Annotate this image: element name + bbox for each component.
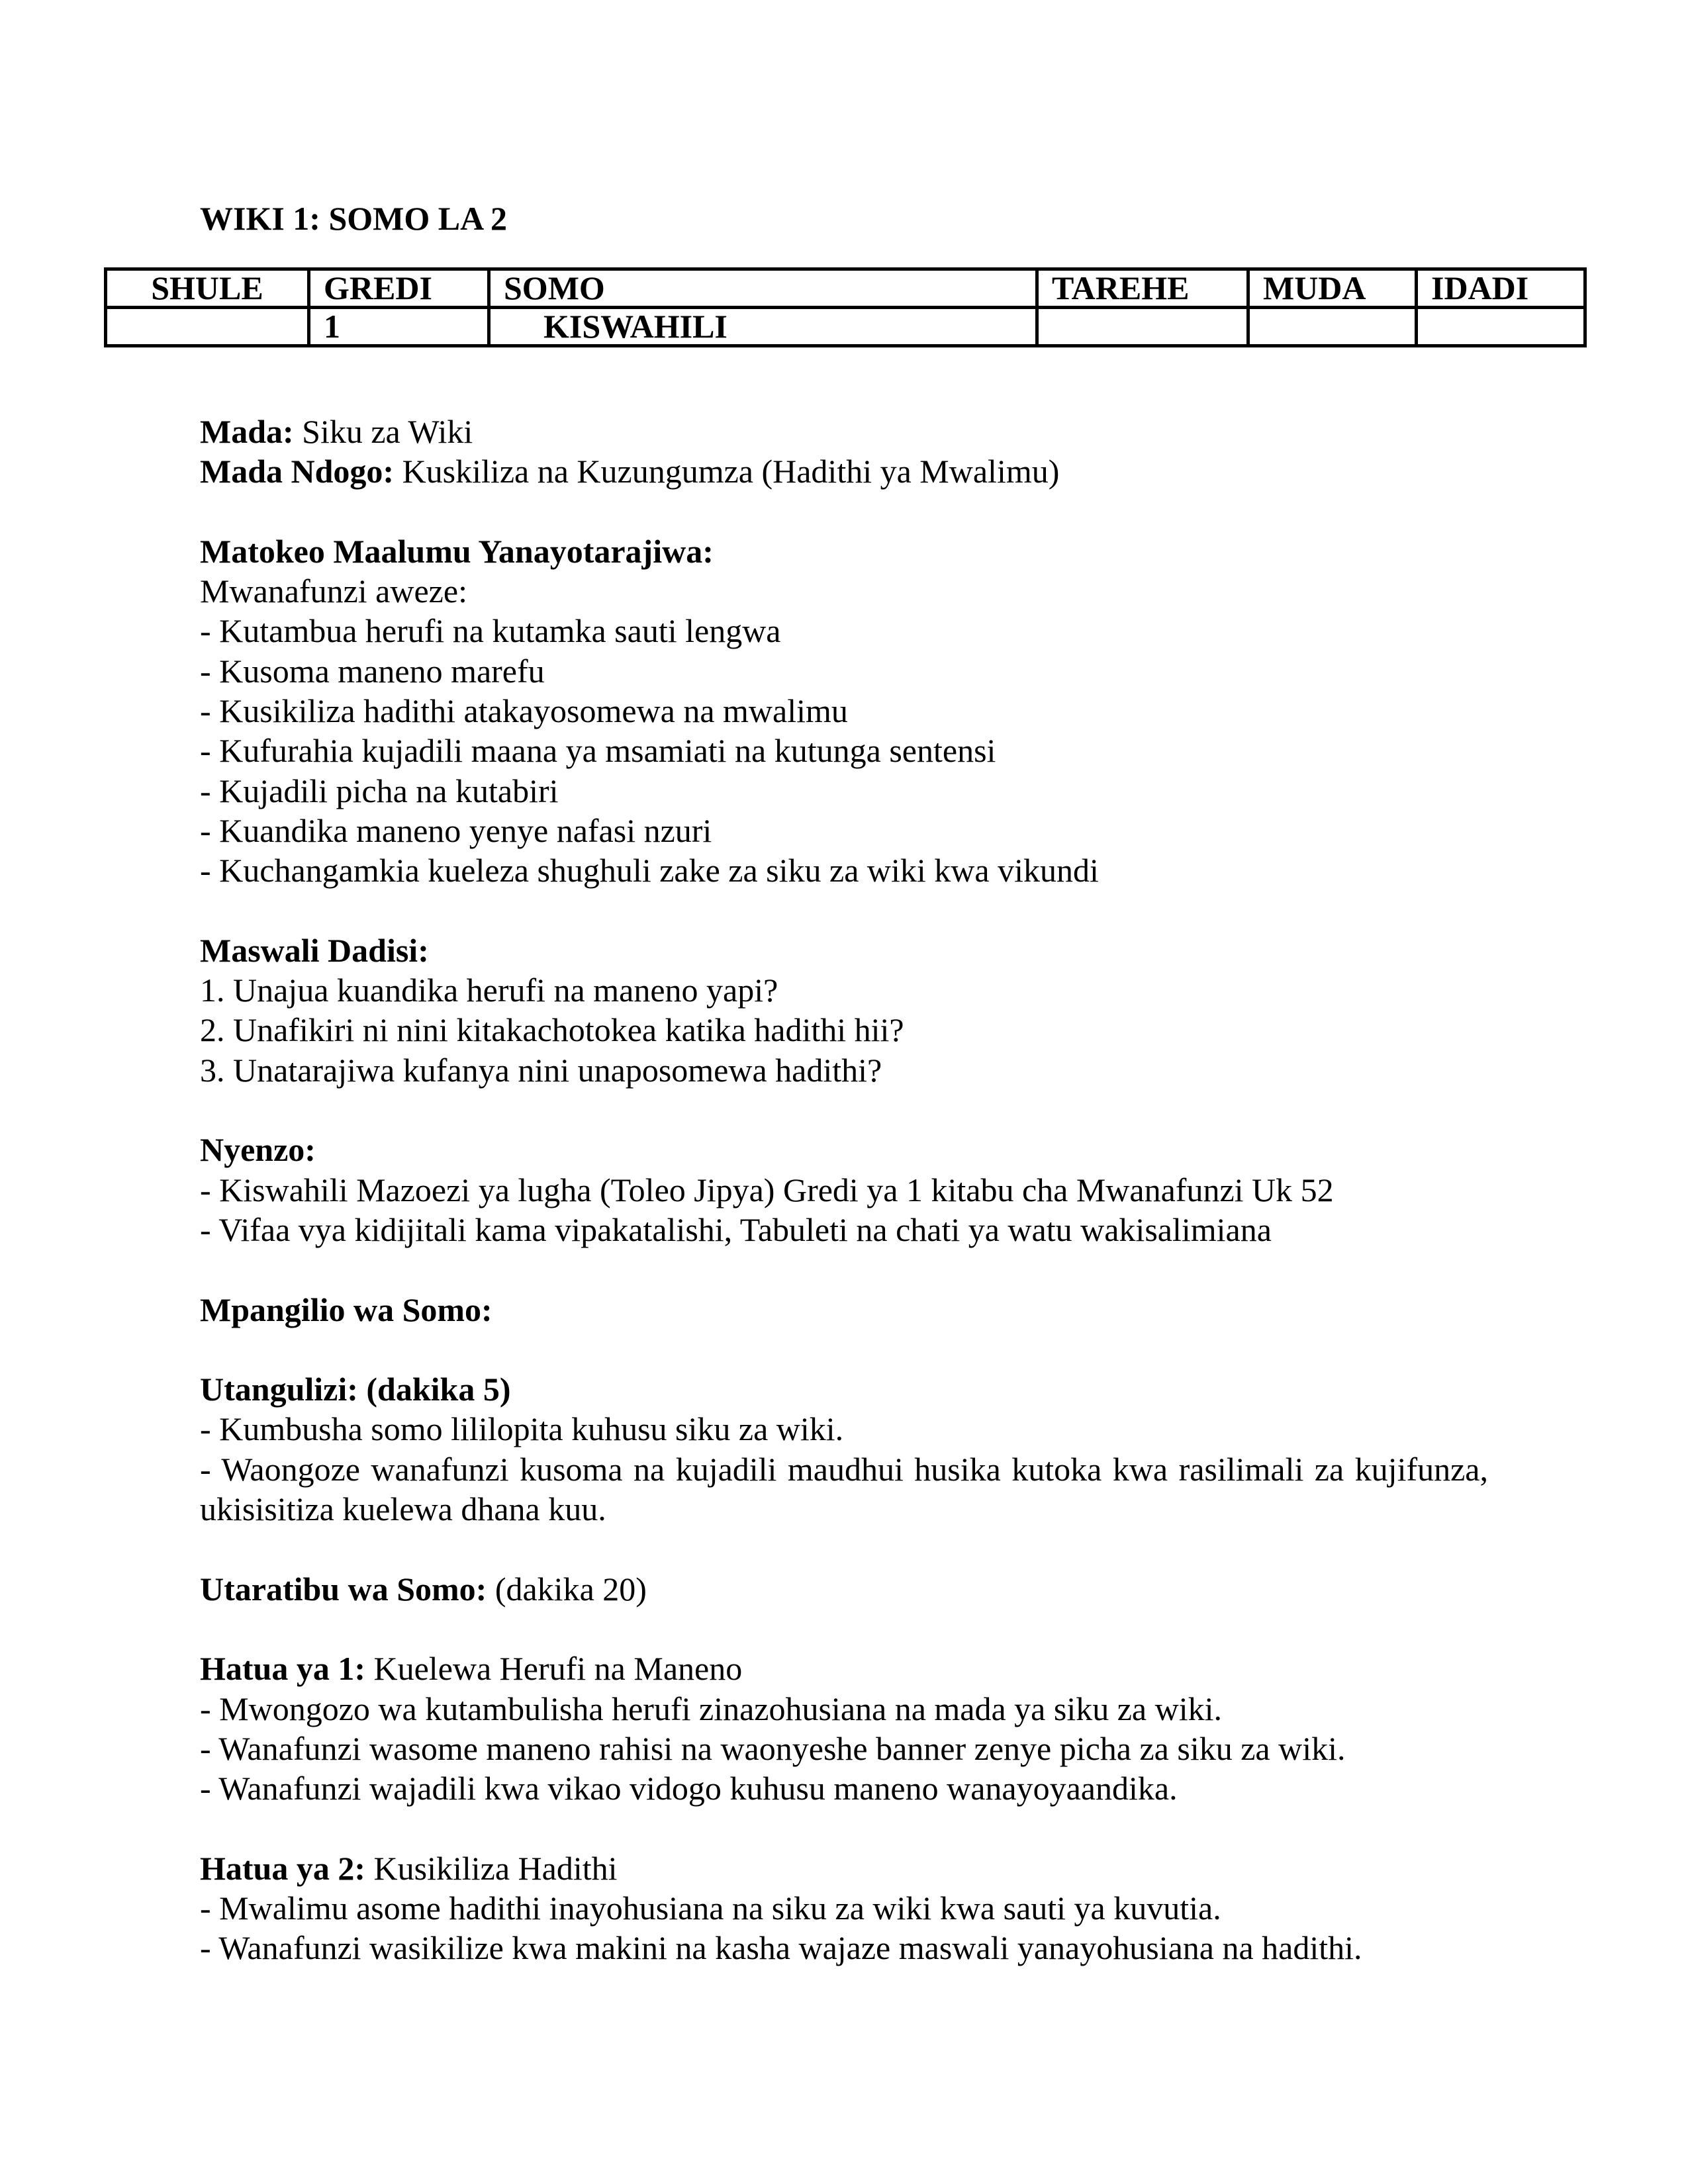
spacer (200, 1808, 1488, 1848)
matokeo-heading-text: Matokeo Maalumu Yanayotarajiwa: (200, 532, 714, 570)
maswali-heading-text: Maswali Dadisi: (200, 931, 429, 969)
header-idadi: IDADI (1417, 269, 1585, 308)
spacer (200, 1609, 1488, 1649)
hatua-2-line (200, 1848, 1488, 1888)
header-tarehe: TAREHE (1037, 269, 1248, 308)
cell-somo: KISWAHILI (489, 308, 1037, 346)
mpangilio-heading (200, 1290, 1488, 1330)
hatua-1-value: Kuelewa Herufi na Maneno (365, 1650, 743, 1688)
utaratibu-label: Utaratibu wa Somo: (200, 1570, 487, 1608)
nyenzo-heading (200, 1130, 1488, 1169)
spacer (200, 1250, 1488, 1289)
utaratibu-line (200, 1569, 1488, 1609)
page-title: WIKI 1: SOMO LA 2 (200, 200, 507, 237)
matokeo-intro: Mwanafunzi aweze: (200, 572, 467, 610)
cell-tarehe (1037, 308, 1248, 346)
header-gredi: GREDI (309, 269, 489, 308)
matokeo-heading (200, 531, 1488, 571)
spacer (200, 1529, 1488, 1569)
question-item: 2. Unafikiri ni nini kitakachotokea katika hadithi hii? (200, 1011, 904, 1049)
mada-label: Mada: (200, 413, 294, 450)
cell-muda (1248, 308, 1417, 346)
list-item: - Kujadili picha na kutabiri (200, 772, 559, 809)
list-item: - Kiswahili Mazoezi ya lugha (Toleo Jipya) Gredi ya 1 kitabu cha Mwanafunzi Uk 52 (200, 1171, 1334, 1208)
mada-ndogo-label: Mada Ndogo: (200, 453, 395, 490)
spacer (200, 1330, 1488, 1369)
mada-ndogo-value: Kuskiliza na Kuzungumza (Hadithi ya Mwalimu) (394, 453, 1060, 490)
document-body (200, 412, 1488, 1968)
utangulizi-heading-text: Utangulizi: (dakika 5) (200, 1371, 511, 1408)
lesson-info-table (104, 267, 1587, 347)
nyenzo-heading-text: Nyenzo: (200, 1131, 316, 1169)
utaratibu-value: (dakika 20) (487, 1570, 647, 1608)
utangulizi-heading (200, 1369, 1488, 1409)
question-item: 1. Unajua kuandika herufi na maneno yapi? (200, 972, 778, 1009)
list-item: - Kumbusha somo lililopita kuhusu siku za wiki. (200, 1410, 844, 1448)
question-item: 3. Unatarajiwa kufanya nini unaposomewa hadithi? (200, 1051, 882, 1089)
list-item: - Kusoma maneno marefu (200, 652, 545, 690)
spacer (200, 492, 1488, 531)
hatua-1-line (200, 1649, 1488, 1688)
list-item: - Mwalimu asome hadithi inayohusiana na siku za wiki kwa sauti ya kuvutia. (200, 1889, 1221, 1927)
list-item: - Vifaa vya kidijitali kama vipakatalishi, Tabuleti na chati ya watu wakisalimiana (200, 1210, 1272, 1248)
list-item: - Wanafunzi wasikilize kwa makini na kasha wajaze maswali yanayohusiana na hadithi. (200, 1929, 1362, 1967)
list-item: - Kuandika maneno yenye nafasi nzuri (200, 811, 712, 849)
header-somo: SOMO (489, 269, 1037, 308)
maswali-heading (200, 931, 1488, 970)
mada-ndogo-line (200, 451, 1488, 491)
list-item: - Kusikiliza hadithi atakayosomewa na mwalimu (200, 692, 848, 730)
mada-value: Siku za Wiki (293, 413, 473, 450)
list-item: - Mwongozo wa kutambulisha herufi zinazohusiana na mada ya siku za wiki. (200, 1690, 1222, 1727)
cell-idadi (1417, 308, 1585, 346)
list-item: - Kutambua herufi na kutamka sauti lengwa (200, 612, 781, 650)
cell-shule (106, 308, 309, 346)
table-row (106, 308, 1585, 346)
list-item: - Waongoze wanafunzi kusoma na kujadili maudhui husika kutoka kwa rasilimali za kujifunza, ukisisitiza kuelewa dhana kuu. (200, 1450, 1488, 1528)
header-muda: MUDA (1248, 269, 1417, 308)
cell-gredi: 1 (309, 308, 489, 346)
list-item: - Wanafunzi wajadili kwa vikao vidogo kuhusu maneno wanayoyaandika. (200, 1770, 1178, 1807)
mpangilio-heading-text: Mpangilio wa Somo: (200, 1291, 492, 1328)
spacer (200, 1090, 1488, 1130)
hatua-1-label: Hatua ya 1: (200, 1650, 365, 1688)
header-shule: SHULE (106, 269, 309, 308)
hatua-2-value: Kusikiliza Hadithi (365, 1849, 618, 1887)
hatua-2-label: Hatua ya 2: (200, 1849, 365, 1887)
spacer (200, 891, 1488, 931)
list-item: - Kufurahia kujadili maana ya msamiati na kutunga sentensi (200, 732, 996, 770)
mada-line (200, 412, 1488, 451)
list-item: - Wanafunzi wasome maneno rahisi na waonyeshe banner zenye picha za siku za wiki. (200, 1729, 1346, 1767)
table-header-row (106, 269, 1585, 308)
list-item: - Kuchangamkia kueleza shughuli zake za siku za wiki kwa vikundi (200, 852, 1099, 889)
